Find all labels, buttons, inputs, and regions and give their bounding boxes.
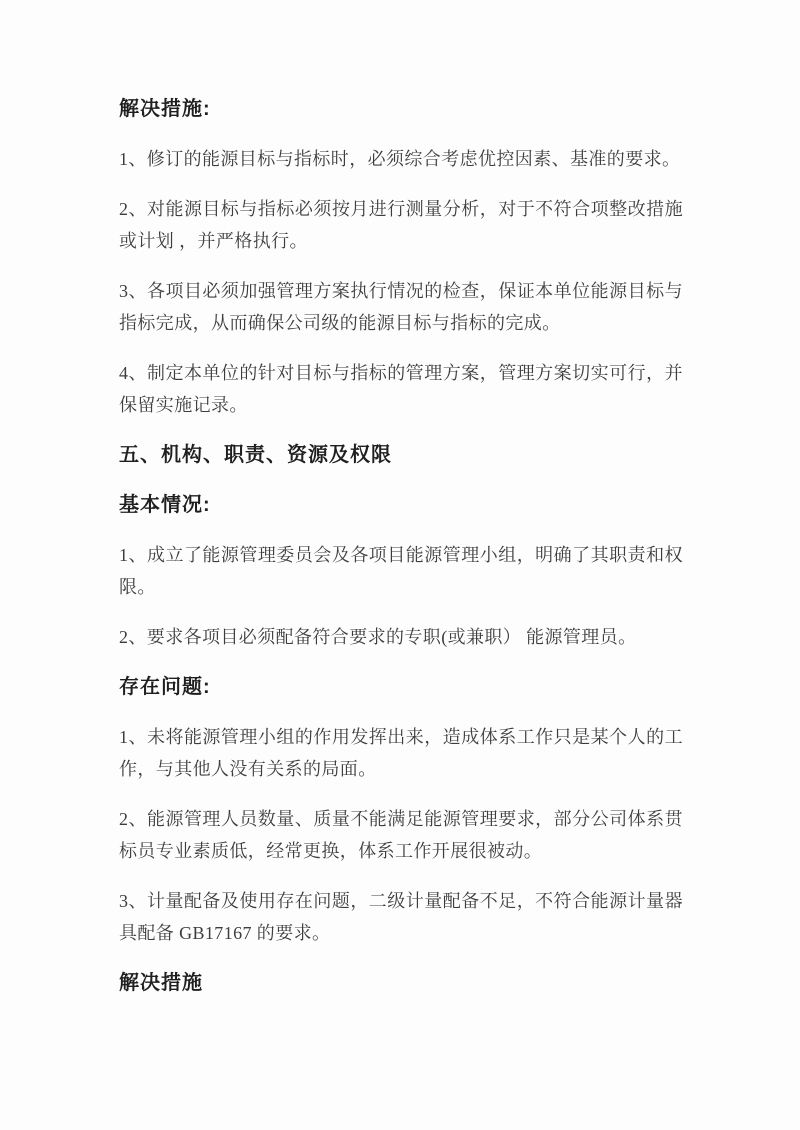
document-paragraph: 3、各项目必须加强管理方案执行情况的检查，保证本单位能源目标与指标完成，从而确保公司级的能源目标与指标的完成。	[119, 281, 683, 333]
document-paragraph: 1、成立了能源管理委员会及各项目能源管理小组，明确了其职责和权限。	[119, 545, 683, 597]
document-heading: 基本情况:	[119, 494, 211, 516]
document-paragraph: 2、对能源目标与指标必须按月进行测量分析，对于不符合项整改措施或计划 ，并严格执行。	[119, 199, 683, 251]
document-paragraph: 3、计量配备及使用存在问题，二级计量配备不足，不符合能源计量器具配备 GB17167 的要求。	[119, 891, 683, 943]
document-paragraph: 2、能源管理人员数量、质量不能满足能源管理要求，部分公司体系贯标员专业素质低，经常更换，体系工作开展很被动。	[119, 809, 683, 861]
document-paragraph: 2、要求各项目必须配备符合要求的专职(或兼职） 能源管理员。	[119, 627, 637, 647]
document-heading: 存在问题:	[119, 676, 211, 698]
document-heading: 解决措施	[119, 972, 203, 994]
document-heading: 五、机构、职责、资源及权限	[119, 444, 392, 466]
document-paragraph: 4、制定本单位的针对目标与指标的管理方案，管理方案切实可行，并保留实施记录。	[119, 363, 683, 415]
document-heading: 解决措施:	[119, 98, 211, 120]
document-paragraph: 1、未将能源管理小组的作用发挥出来，造成体系工作只是某个人的工作，与其他人没有关系的局面。	[119, 727, 683, 779]
document-paragraph: 1、修订的能源目标与指标时，必须综合考虑优控因素、基准的要求。	[119, 149, 681, 169]
